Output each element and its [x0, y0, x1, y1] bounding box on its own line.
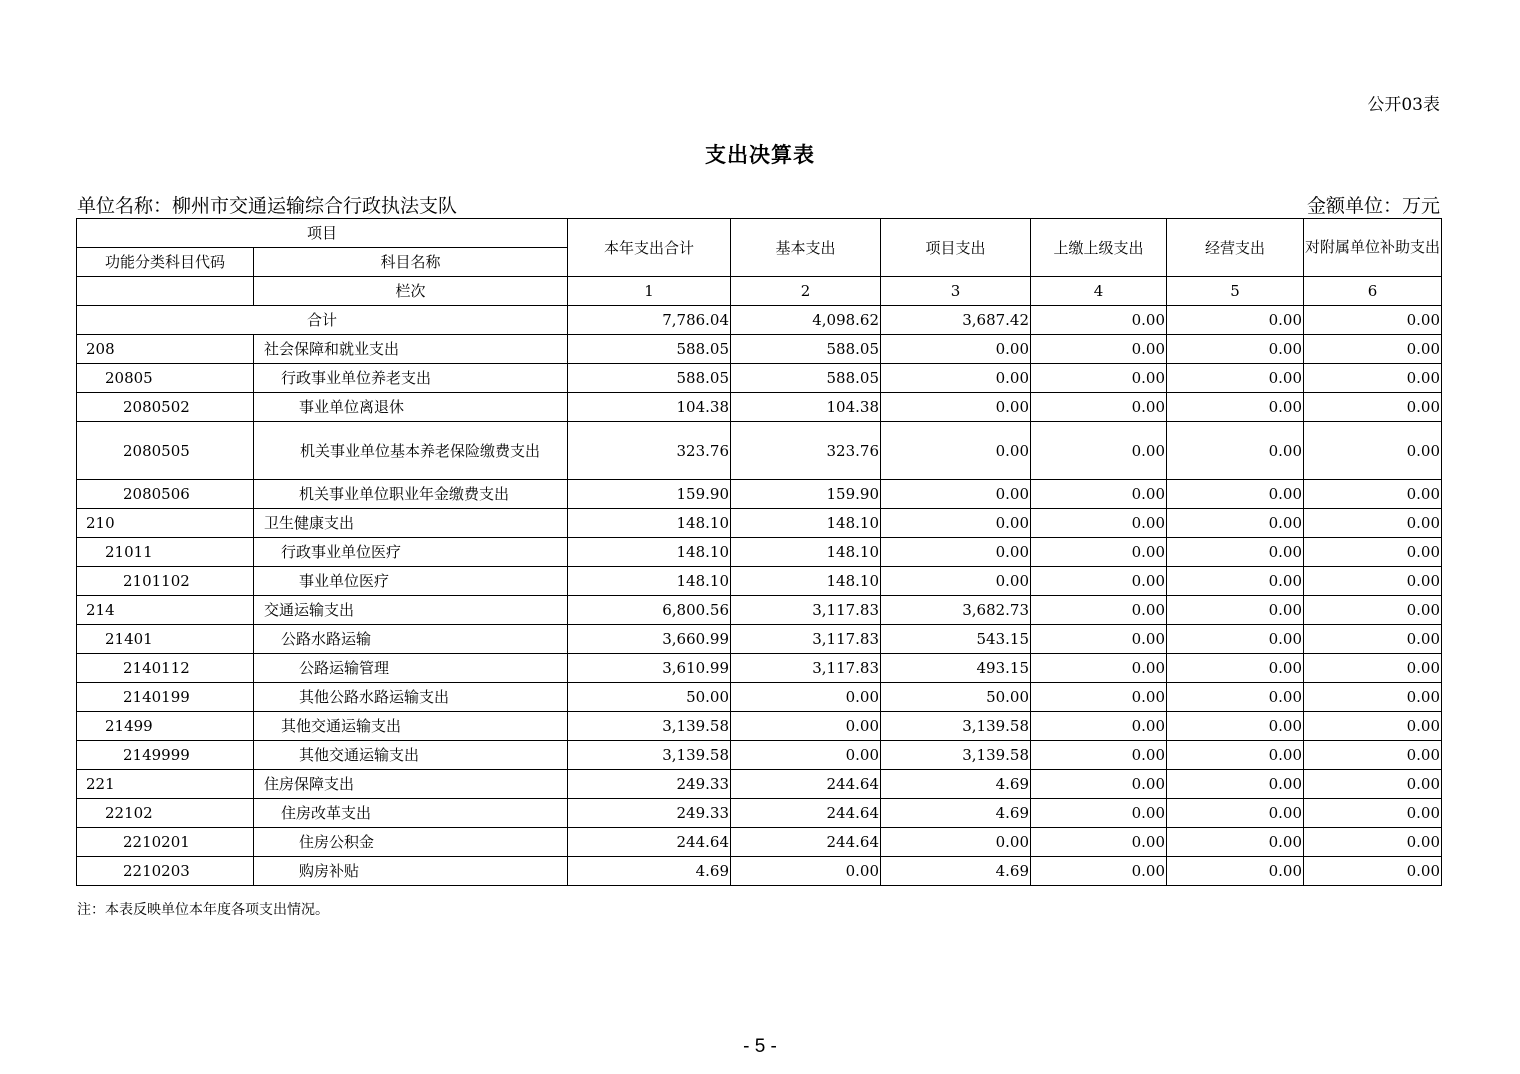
row-basic: 0.00 — [731, 683, 881, 712]
row-upper: 0.00 — [1031, 683, 1167, 712]
header-row-no: 栏次 — [254, 277, 568, 306]
table-row — [77, 480, 1442, 509]
row-total: 6,800.56 — [568, 596, 731, 625]
row-code: 2080505 — [77, 422, 254, 480]
row-code: 21011 — [77, 538, 254, 567]
row-upper: 0.00 — [1031, 480, 1167, 509]
row-project: 0.00 — [881, 480, 1031, 509]
row-name: 事业单位医疗 — [254, 567, 568, 596]
row-business: 0.00 — [1167, 480, 1304, 509]
row-business: 0.00 — [1167, 625, 1304, 654]
row-business: 0.00 — [1167, 683, 1304, 712]
row-basic: 244.64 — [731, 770, 881, 799]
page-title: 支出决算表 — [705, 142, 815, 167]
row-total: 148.10 — [568, 538, 731, 567]
expenditure-table — [76, 218, 1442, 886]
row-project: 3,682.73 — [881, 596, 1031, 625]
row-subsidy: 0.00 — [1304, 393, 1442, 422]
row-code: 2140112 — [77, 654, 254, 683]
table-row — [77, 654, 1442, 683]
row-project: 0.00 — [881, 828, 1031, 857]
row-project: 4.69 — [881, 770, 1031, 799]
table-row — [77, 712, 1442, 741]
row-upper: 0.00 — [1031, 335, 1167, 364]
row-subsidy: 0.00 — [1304, 335, 1442, 364]
row-subsidy: 0.00 — [1304, 422, 1442, 480]
row-total: 249.33 — [568, 799, 731, 828]
row-total: 4.69 — [568, 857, 731, 886]
row-business: 0.00 — [1167, 538, 1304, 567]
row-name: 公路水路运输 — [254, 625, 568, 654]
row-total: 104.38 — [568, 393, 731, 422]
row-business: 0.00 — [1167, 799, 1304, 828]
row-basic: 0.00 — [731, 857, 881, 886]
row-upper: 0.00 — [1031, 596, 1167, 625]
row-total: 159.90 — [568, 480, 731, 509]
row-name: 其他公路水路运输支出 — [254, 683, 568, 712]
row-basic: 148.10 — [731, 509, 881, 538]
row-upper: 0.00 — [1031, 828, 1167, 857]
sum-subsidy: 0.00 — [1304, 306, 1442, 335]
row-code: 2149999 — [77, 741, 254, 770]
table-row — [77, 393, 1442, 422]
row-subsidy: 0.00 — [1304, 596, 1442, 625]
row-code: 22102 — [77, 799, 254, 828]
row-basic: 148.10 — [731, 567, 881, 596]
row-name: 其他交通运输支出 — [254, 741, 568, 770]
row-name: 行政事业单位医疗 — [254, 538, 568, 567]
row-basic: 3,117.83 — [731, 596, 881, 625]
row-total: 3,139.58 — [568, 712, 731, 741]
sum-row — [77, 306, 1442, 335]
row-name: 事业单位离退休 — [254, 393, 568, 422]
row-project: 0.00 — [881, 364, 1031, 393]
row-subsidy: 0.00 — [1304, 538, 1442, 567]
row-total: 323.76 — [568, 422, 731, 480]
table-row — [77, 596, 1442, 625]
row-business: 0.00 — [1167, 509, 1304, 538]
row-name: 其他交通运输支出 — [254, 712, 568, 741]
row-business: 0.00 — [1167, 364, 1304, 393]
sum-total: 7,786.04 — [568, 306, 731, 335]
row-total: 244.64 — [568, 828, 731, 857]
row-upper: 0.00 — [1031, 770, 1167, 799]
header-item: 项目 — [77, 219, 568, 248]
row-upper: 0.00 — [1031, 625, 1167, 654]
row-business: 0.00 — [1167, 857, 1304, 886]
sum-basic: 4,098.62 — [731, 306, 881, 335]
row-total: 148.10 — [568, 567, 731, 596]
row-name: 机关事业单位基本养老保险缴费支出 — [254, 422, 568, 480]
table-row — [77, 625, 1442, 654]
row-upper: 0.00 — [1031, 712, 1167, 741]
row-total: 50.00 — [568, 683, 731, 712]
row-upper: 0.00 — [1031, 393, 1167, 422]
table-row — [77, 683, 1442, 712]
row-business: 0.00 — [1167, 596, 1304, 625]
row-upper: 0.00 — [1031, 654, 1167, 683]
table-row — [77, 335, 1442, 364]
row-subsidy: 0.00 — [1304, 741, 1442, 770]
row-upper: 0.00 — [1031, 509, 1167, 538]
row-code: 20805 — [77, 364, 254, 393]
row-project: 543.15 — [881, 625, 1031, 654]
row-project: 0.00 — [881, 567, 1031, 596]
row-code: 21401 — [77, 625, 254, 654]
empty-cell — [77, 277, 254, 306]
table-row — [77, 538, 1442, 567]
row-upper: 0.00 — [1031, 422, 1167, 480]
row-basic: 0.00 — [731, 741, 881, 770]
row-business: 0.00 — [1167, 567, 1304, 596]
table-row — [77, 741, 1442, 770]
table-row — [77, 770, 1442, 799]
col-number-6: 6 — [1304, 277, 1442, 306]
header-basic: 基本支出 — [731, 219, 881, 277]
row-code: 2101102 — [77, 567, 254, 596]
row-name: 卫生健康支出 — [254, 509, 568, 538]
header-total: 本年支出合计 — [568, 219, 731, 277]
row-project: 0.00 — [881, 538, 1031, 567]
row-total: 3,660.99 — [568, 625, 731, 654]
row-basic: 244.64 — [731, 799, 881, 828]
row-name: 公路运输管理 — [254, 654, 568, 683]
header-project: 项目支出 — [881, 219, 1031, 277]
row-name: 机关事业单位职业年金缴费支出 — [254, 480, 568, 509]
row-name: 购房补贴 — [254, 857, 568, 886]
row-project: 4.69 — [881, 799, 1031, 828]
row-subsidy: 0.00 — [1304, 770, 1442, 799]
row-name: 住房公积金 — [254, 828, 568, 857]
row-code: 2080502 — [77, 393, 254, 422]
page-number: - 5 - — [743, 1036, 777, 1057]
row-code: 214 — [77, 596, 254, 625]
row-subsidy: 0.00 — [1304, 654, 1442, 683]
table-note: 注：本表反映单位本年度各项支出情况。 — [77, 902, 329, 918]
col-number-5: 5 — [1167, 277, 1304, 306]
row-basic: 159.90 — [731, 480, 881, 509]
row-subsidy: 0.00 — [1304, 567, 1442, 596]
row-business: 0.00 — [1167, 335, 1304, 364]
row-name: 住房改革支出 — [254, 799, 568, 828]
row-subsidy: 0.00 — [1304, 364, 1442, 393]
row-upper: 0.00 — [1031, 741, 1167, 770]
row-project: 0.00 — [881, 335, 1031, 364]
table-row — [77, 799, 1442, 828]
row-business: 0.00 — [1167, 770, 1304, 799]
col-number-4: 4 — [1031, 277, 1167, 306]
row-upper: 0.00 — [1031, 799, 1167, 828]
row-total: 588.05 — [568, 335, 731, 364]
row-upper: 0.00 — [1031, 364, 1167, 393]
row-business: 0.00 — [1167, 741, 1304, 770]
row-subsidy: 0.00 — [1304, 828, 1442, 857]
row-code: 221 — [77, 770, 254, 799]
col-number-2: 2 — [731, 277, 881, 306]
row-name: 交通运输支出 — [254, 596, 568, 625]
row-basic: 3,117.83 — [731, 625, 881, 654]
sum-project: 3,687.42 — [881, 306, 1031, 335]
form-number: 公开03表 — [1367, 95, 1440, 115]
row-code: 208 — [77, 335, 254, 364]
header-upper: 上缴上级支出 — [1031, 219, 1167, 277]
row-total: 3,610.99 — [568, 654, 731, 683]
row-project: 0.00 — [881, 393, 1031, 422]
row-business: 0.00 — [1167, 393, 1304, 422]
unit-name: 单位名称：柳州市交通运输综合行政执法支队 — [77, 195, 458, 217]
row-total: 249.33 — [568, 770, 731, 799]
header-business: 经营支出 — [1167, 219, 1304, 277]
row-upper: 0.00 — [1031, 857, 1167, 886]
row-basic: 244.64 — [731, 828, 881, 857]
sum-business: 0.00 — [1167, 306, 1304, 335]
row-project: 0.00 — [881, 509, 1031, 538]
row-project: 50.00 — [881, 683, 1031, 712]
row-upper: 0.00 — [1031, 538, 1167, 567]
table-row — [77, 828, 1442, 857]
sum-upper: 0.00 — [1031, 306, 1167, 335]
header-code: 功能分类科目代码 — [77, 248, 254, 277]
row-basic: 104.38 — [731, 393, 881, 422]
table-row — [77, 422, 1442, 480]
table-row — [77, 364, 1442, 393]
row-code: 21499 — [77, 712, 254, 741]
row-total: 588.05 — [568, 364, 731, 393]
row-subsidy: 0.00 — [1304, 625, 1442, 654]
row-name: 社会保障和就业支出 — [254, 335, 568, 364]
row-code: 2210203 — [77, 857, 254, 886]
row-basic: 588.05 — [731, 335, 881, 364]
row-subsidy: 0.00 — [1304, 799, 1442, 828]
row-total: 148.10 — [568, 509, 731, 538]
row-basic: 323.76 — [731, 422, 881, 480]
row-project: 3,139.58 — [881, 712, 1031, 741]
row-subsidy: 0.00 — [1304, 857, 1442, 886]
table-row — [77, 509, 1442, 538]
row-subsidy: 0.00 — [1304, 712, 1442, 741]
sum-label: 合计 — [77, 306, 568, 335]
row-code: 210 — [77, 509, 254, 538]
row-name: 住房保障支出 — [254, 770, 568, 799]
row-business: 0.00 — [1167, 422, 1304, 480]
row-total: 3,139.58 — [568, 741, 731, 770]
row-upper: 0.00 — [1031, 567, 1167, 596]
amount-unit: 金额单位：万元 — [1306, 195, 1440, 217]
table-row — [77, 857, 1442, 886]
row-project: 3,139.58 — [881, 741, 1031, 770]
row-basic: 588.05 — [731, 364, 881, 393]
row-code: 2080506 — [77, 480, 254, 509]
row-business: 0.00 — [1167, 712, 1304, 741]
col-number-3: 3 — [881, 277, 1031, 306]
row-subsidy: 0.00 — [1304, 509, 1442, 538]
row-project: 4.69 — [881, 857, 1031, 886]
row-basic: 3,117.83 — [731, 654, 881, 683]
row-project: 493.15 — [881, 654, 1031, 683]
header-subsidy: 对附属单位补助支出 — [1304, 219, 1442, 277]
row-business: 0.00 — [1167, 828, 1304, 857]
row-name: 行政事业单位养老支出 — [254, 364, 568, 393]
row-code: 2210201 — [77, 828, 254, 857]
row-project: 0.00 — [881, 422, 1031, 480]
row-basic: 148.10 — [731, 538, 881, 567]
row-basic: 0.00 — [731, 712, 881, 741]
col-number-1: 1 — [568, 277, 731, 306]
row-business: 0.00 — [1167, 654, 1304, 683]
row-code: 2140199 — [77, 683, 254, 712]
row-subsidy: 0.00 — [1304, 683, 1442, 712]
table-row — [77, 567, 1442, 596]
row-subsidy: 0.00 — [1304, 480, 1442, 509]
header-name: 科目名称 — [254, 248, 568, 277]
